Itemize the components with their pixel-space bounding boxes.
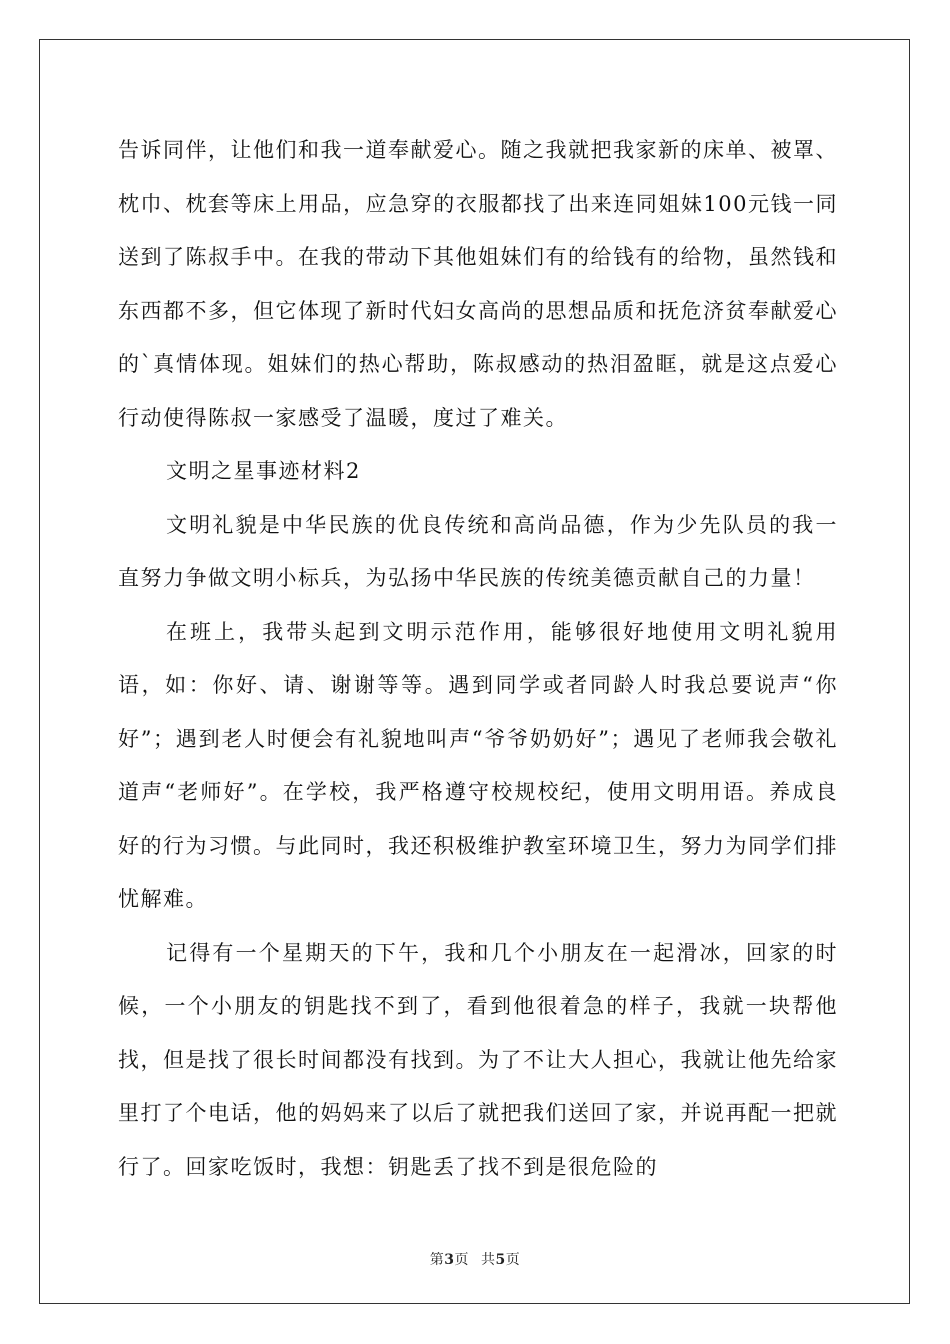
paragraph-continuation: 告诉同伴，让他们和我一道奉献爱心。随之我就把我家新的床单、被罩、枕巾、枕套等床上用品，应急穿的衣服都找了出来连同姐妹100元钱一同送到了陈叔手中。在我的带动下其他姐妹们有的给钱有的给物，虽然钱和东西都不多，但它体现了新时代妇女高尚的思想品质和抚危济贫奉献爱心的`真情体现。姐妹们的热心帮助，陈叔感动的热泪盈眶，就是这点爱心行动使得陈叔一家感受了温暖，度过了难关。 [118, 138, 838, 430]
total-suffix: 页 [505, 1252, 521, 1268]
page-footer [0, 1249, 950, 1269]
paragraph: 文明礼貌是中华民族的优良传统和高尚品德，作为少先队员的我一直努力争做文明小标兵，为弘扬中华民族的传统美德贡献自己的力量！ [118, 512, 838, 590]
total-prefix: 共 [481, 1252, 496, 1268]
page-prefix: 第 [429, 1252, 445, 1268]
total-page-number: 5 [495, 1252, 506, 1268]
section-heading: 文明之星事迹材料2 [166, 459, 361, 483]
current-page-number: 3 [444, 1252, 455, 1268]
paragraph: 记得有一个星期天的下午，我和几个小朋友在一起滑冰，回家的时候，一个小朋友的钥匙找不到了，看到他很着急的样子，我就一块帮他找，但是找了很长时间都没有找到。为了不让大人担心，我就让他先给家里打了个电话，他的妈妈来了以后了就把我们送回了家，并说再配一把就行了。回家吃饭时，我想：钥匙丢了找不到是很危险的 [118, 940, 838, 1179]
page-suffix: 页 [454, 1252, 469, 1268]
paragraph: 在班上，我带头起到文明示范作用，能够很好地使用文明礼貌用语，如：你好、请、谢谢等等。遇到同学或者同龄人时我总要说声“你好”；遇到老人时便会有礼貌地叫声“爷爷奶奶好”；遇见了老师我会敬礼道声“老师好”。在学校，我严格遵守校规校纪，使用文明用语。养成良好的行为习惯。与此同时，我还积极维护教室环境卫生，努力为同学们排忧解难。 [118, 619, 838, 911]
document-body [118, 124, 838, 1194]
